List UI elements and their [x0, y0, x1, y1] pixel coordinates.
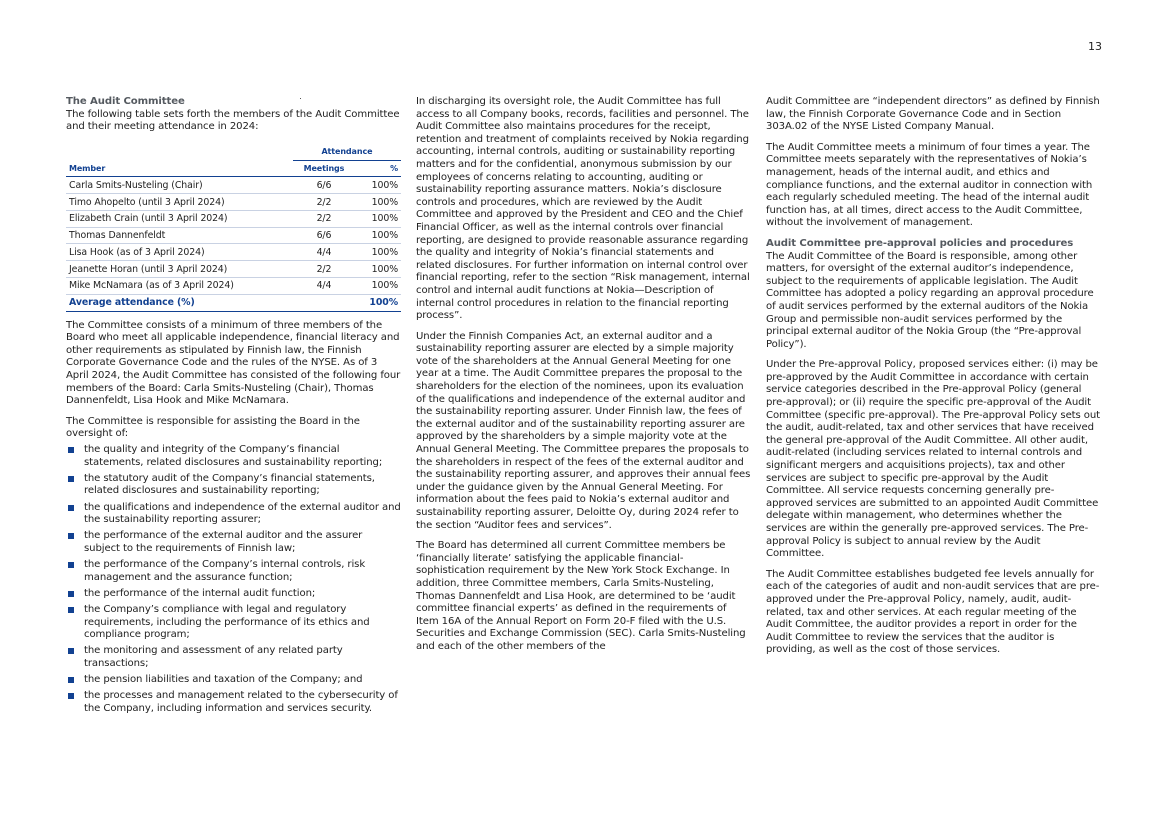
attendance-header: Attendance	[293, 144, 401, 160]
list-item: the qualifications and independence of the external auditor and the sustainability reporting assurer;	[66, 502, 401, 527]
list-item: the performance of the external auditor and the assurer subject to the requirements of Finnish law;	[66, 530, 401, 555]
member-meetings: 2/2	[293, 210, 355, 227]
table-row	[66, 177, 401, 194]
pre-approval-paragraph: The Audit Committee of the Board is responsible, among other matters, for oversight of the external auditor’s independence, subject to the requirements of applicable legislation. The Audit Committee has adopted a policy regarding an approval procedure of audit services performed by the external auditors of the Nokia Group and permissible non-audit services performed by the principal external auditor of the Nokia Group (the “Pre-approval Policy”).	[766, 250, 1094, 350]
budget-paragraph: The Audit Committee establishes budgeted fee levels annually for each of the categories of audit and non-audit services that are pre-approved under the Pre-approval Policy, namely, audit, audit-related, tax and other services. At each regular meeting of the Audit Committee, the auditor provides a report in order for the Audit Committee to review the services that the auditor is providing, as well as the cost of those services.	[766, 568, 1100, 656]
square-bullet-icon	[68, 648, 74, 654]
average-value: 100%	[355, 294, 401, 311]
member-meetings: 6/6	[293, 177, 355, 194]
column-middle	[416, 96, 751, 662]
header-member: Member	[66, 160, 293, 177]
list-item: the performance of the Company’s internal controls, risk management and the assurance function;	[66, 559, 401, 584]
column-left	[66, 96, 401, 719]
square-bullet-icon	[68, 591, 74, 597]
table-row	[66, 194, 401, 211]
member-meetings: 4/4	[293, 278, 355, 295]
square-bullet-icon	[68, 476, 74, 482]
member-percent: 100%	[355, 261, 401, 278]
list-item: the statutory audit of the Company’s financial statements, related disclosures and sustainability reporting;	[66, 473, 401, 498]
column-right	[766, 96, 1101, 665]
square-bullet-icon	[68, 607, 74, 613]
table-row	[66, 210, 401, 227]
responsibilities-list	[66, 444, 401, 716]
committee-composition: The Committee consists of a minimum of three members of the Board who meet all applicable independence, financial literacy and other requirements as stipulated by Finnish law, the Finnish Corporate Governance Code and the rules of the NYSE. As of 3 April 2024, the Audit Committee has consisted of the following four members of the Board: Carla Smits-Nusteling (Chair), Thomas Dannenfeldt, Lisa Hook and Mike McNamara.	[66, 319, 401, 407]
member-percent: 100%	[355, 210, 401, 227]
list-item: the monitoring and assessment of any related party transactions;	[66, 645, 401, 670]
member-percent: 100%	[355, 278, 401, 295]
member-percent: 100%	[355, 177, 401, 194]
member-percent: 100%	[355, 227, 401, 244]
square-bullet-icon	[68, 533, 74, 539]
page-number: 13	[1088, 40, 1102, 53]
member-name: Lisa Hook (as of 3 April 2024)	[66, 244, 293, 261]
member-name: Mike McNamara (as of 3 April 2024)	[66, 278, 293, 295]
member-meetings: 2/2	[293, 261, 355, 278]
table-row	[66, 278, 401, 295]
table-row	[66, 244, 401, 261]
member-meetings: 4/4	[293, 244, 355, 261]
list-item: the performance of the internal audit function;	[66, 588, 401, 601]
table-intro: The following table sets forth the members of the Audit Committee and their meeting attendance in 2024:	[66, 108, 400, 133]
pre-approval-policy-paragraph: Under the Pre-approval Policy, proposed services either: (i) may be pre-approved by the Audit Committee in accordance with certain service categories described in the Pre-approval Policy (general pre-approval); or (ii) require the specific pre-approval of the Audit Committee (specific pre-approval). The Pre-approval Policy sets out the audit, audit-related, tax and other services that have received the general pre-approval of the Audit Committee. All other audit, audit-related (including services related to internal controls and significant mergers and acquisitions projects), tax and other services are subject to specific pre-approval by the Audit Committee. All service requests concerning generally pre-approved services are submitted to an appointed Audit Committee delegate within management, who determines whether the services are within the generally pre-approved services. The Pre-approval Policy is subject to annual review by the Audit Committee.	[766, 359, 1101, 560]
section-heading: The Audit Committee	[66, 96, 185, 107]
table-row	[66, 227, 401, 244]
average-row	[66, 294, 401, 311]
independence-paragraph: Audit Committee are “independent directors” as defined by Finnish law, the Finnish Corporate Governance Code and in Section 303A.02 of the NYSE Listed Company Manual.	[766, 96, 1100, 133]
header-meetings: Meetings	[293, 160, 355, 177]
square-bullet-icon	[68, 693, 74, 699]
auditor-election-paragraph: Under the Finnish Companies Act, an external auditor and a sustainability reporting assurer are elected by a simple majority vote of the shareholders at the Annual General Meeting for one year at a time. The Audit Committee prepares the proposal to the shareholders for the election of the nominees, upon its evaluation of the qualifications and independence of the external auditor and the sustainability reporting assurer. Under Finnish law, the fees of the external auditor and of the sustainability reporting assurer are approved by the shareholders by a simple majority vote at the Annual General Meeting. The Committee prepares the proposals to the shareholders in respect of the fees of the external auditor and the sustainability reporting assurer, and approves their annual fees under the guidance given by the Annual General Meeting. For information about the fees paid to Nokia’s external auditor and sustainability reporting assurer, Deloitte Oy, during 2024 refer to the section “Auditor fees and services”.	[416, 330, 751, 531]
square-bullet-icon	[68, 505, 74, 511]
meetings-paragraph: The Audit Committee meets a minimum of four times a year. The Committee meets separately with the representatives of Nokia’s management, heads of the internal audit, and ethics and compliance functions, and the external auditor in connection with each regularly scheduled meeting. The head of the internal audit function has, at all times, direct access to the Audit Committee, without the involvement of management.	[766, 141, 1093, 229]
average-label: Average attendance (%)	[66, 294, 355, 311]
list-item: the pension liabilities and taxation of the Company; and	[66, 674, 401, 687]
pre-approval-heading: Audit Committee pre-approval policies and procedures	[766, 237, 1074, 249]
list-item: the quality and integrity of the Company’s financial statements, related disclosures and sustainability reporting;	[66, 444, 401, 469]
member-name: Carla Smits-Nusteling (Chair)	[66, 177, 293, 194]
member-meetings: 2/2	[293, 194, 355, 211]
financial-literacy-paragraph: The Board has determined all current Committee members be ‘financially literate’ satisfying the applicable financial-sophistication requirement by the New York Stock Exchange. In addition, three Committee members, Carla Smits-Nusteling, Thomas Dannenfeldt and Lisa Hook, are determined to be ‘audit committee financial experts’ as defined in the requirements of Item 16A of the Annual Report on Form 20-F filed with the U.S. Securities and Exchange Commission (SEC). Carla Smits-Nusteling and each of the other members of the	[416, 540, 746, 652]
square-bullet-icon	[68, 562, 74, 568]
member-name: Timo Ahopelto (until 3 April 2024)	[66, 194, 293, 211]
oversight-paragraph: In discharging its oversight role, the Audit Committee has full access to all Company books, records, facilities and personnel. The Audit Committee also maintains procedures for the receipt, retention and treatment of complaints received by Nokia regarding accounting, internal controls, auditing or sustainability reporting matters and for the confidential, anonymous submission by our employees of concerns relating to accounting, auditing or sustainability reporting assurance matters. Nokia’s disclosure controls and procedures, which are reviewed by the Audit Committee and approved by the President and CEO and the Chief Financial Officer, as well as the internal controls over financial reporting, are designed to provide reasonable assurance regarding the quality and integrity of Nokia’s financial statements and related disclosures. For further information on internal control over financial reporting, refer to the section “Risk management, internal control and internal audit functions at Nokia—Description of internal control procedures in relation to the financial reporting process”.	[416, 96, 750, 322]
header-percent: %	[355, 160, 401, 177]
list-item: the processes and management related to the cybersecurity of the Company, including information and services security.	[66, 690, 401, 715]
member-name: Elizabeth Crain (until 3 April 2024)	[66, 210, 293, 227]
member-percent: 100%	[355, 194, 401, 211]
table-row	[66, 261, 401, 278]
member-name: Thomas Dannenfeldt	[66, 227, 293, 244]
member-percent: 100%	[355, 244, 401, 261]
list-item: the Company’s compliance with legal and regulatory requirements, including the performance of its ethics and compliance program;	[66, 604, 401, 642]
attendance-table	[66, 144, 401, 312]
responsibilities-intro: The Committee is responsible for assisting the Board in the oversight of:	[66, 415, 360, 440]
square-bullet-icon	[68, 447, 74, 453]
member-name: Jeanette Horan (until 3 April 2024)	[66, 261, 293, 278]
member-meetings: 6/6	[293, 227, 355, 244]
square-bullet-icon	[68, 677, 74, 683]
